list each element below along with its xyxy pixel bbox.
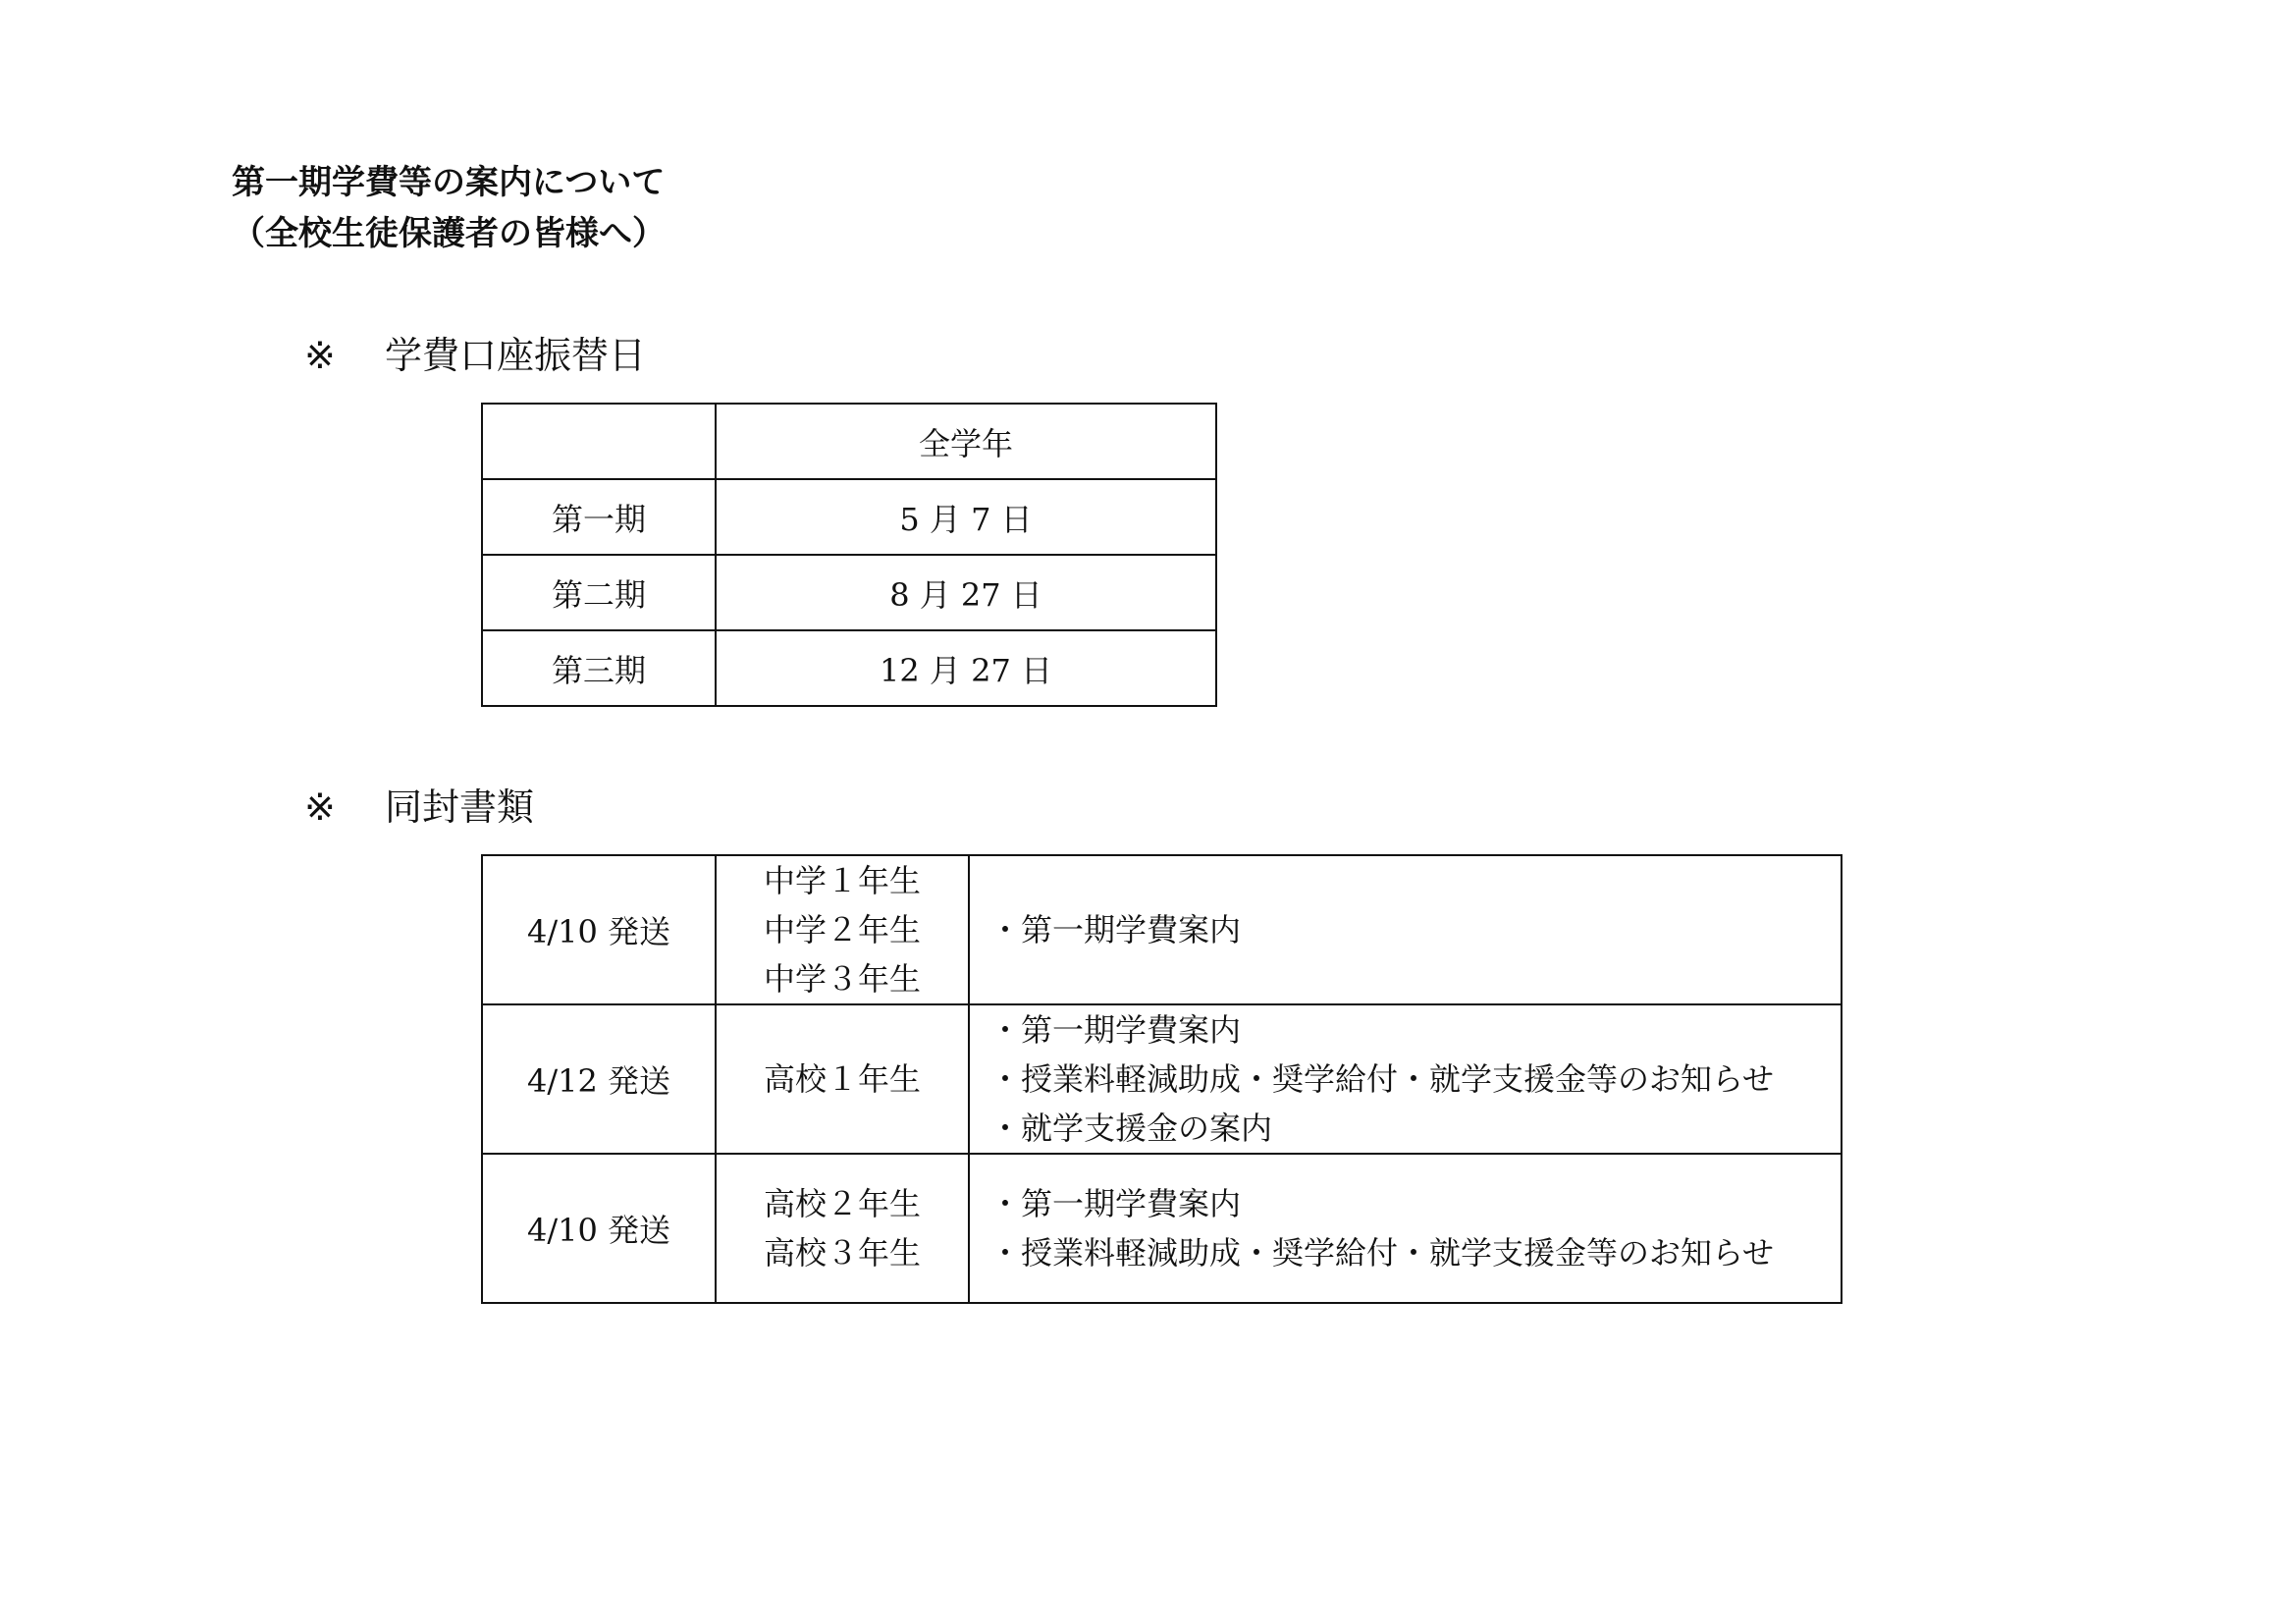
documents-cell: [969, 855, 1842, 1004]
date-cell: 12 月 27 日: [716, 630, 1216, 706]
grade-label: 中学３年生: [763, 960, 921, 998]
send-date-cell: 4/10 発送: [482, 855, 716, 1004]
period-cell: 第一期: [482, 479, 716, 555]
grade-label: 高校１年生: [763, 1060, 921, 1098]
section-heading-payment-dates: [304, 332, 646, 379]
date-cell: 8 月 27 日: [716, 555, 1216, 630]
section-heading-enclosed-documents: [304, 784, 534, 831]
header-cell-all-grades: 全学年: [716, 404, 1216, 479]
payment-schedule-table: [481, 403, 1217, 707]
document-item: ・第一期学費案内: [989, 1185, 1242, 1222]
grade-label: 高校２年生: [763, 1185, 921, 1222]
grades-cell: [716, 855, 969, 1004]
document-item: ・授業料軽減助成・奨学給付・就学支援金等のお知らせ: [989, 1060, 1775, 1098]
period-cell: 第三期: [482, 630, 716, 706]
section-heading-text: 学費口座振替日: [385, 334, 647, 377]
document-title: [232, 157, 666, 259]
enclosed-documents-table: [481, 854, 1842, 1304]
reference-mark: ※: [304, 785, 336, 829]
table-header-row: [482, 404, 1216, 479]
send-date-cell: 4/10 発送: [482, 1154, 716, 1303]
grades-cell: [716, 1004, 969, 1154]
period-cell: 第二期: [482, 555, 716, 630]
table-row: [482, 855, 1842, 1004]
date-cell: 5 月 7 日: [716, 479, 1216, 555]
document-item: ・授業料軽減助成・奨学給付・就学支援金等のお知らせ: [989, 1234, 1775, 1272]
document-item: ・第一期学費案内: [989, 1011, 1242, 1049]
reference-mark: ※: [304, 334, 336, 377]
grade-label: 高校３年生: [763, 1234, 921, 1272]
section-heading-text: 同封書類: [385, 785, 535, 829]
send-date-cell: 4/12 発送: [482, 1004, 716, 1154]
grade-label: 中学２年生: [763, 911, 921, 948]
document-item: ・就学支援金の案内: [989, 1110, 1273, 1147]
header-cell-empty: [482, 404, 716, 479]
grade-label: 中学１年生: [763, 862, 921, 899]
table-row: [482, 1004, 1842, 1154]
title-line-1: 第一期学費等の案内について: [232, 163, 666, 202]
table-row: [482, 1154, 1842, 1303]
table-row: [482, 479, 1216, 555]
table-row: [482, 630, 1216, 706]
documents-cell: [969, 1154, 1842, 1303]
documents-cell: [969, 1004, 1842, 1154]
table-row: [482, 555, 1216, 630]
document-item: ・第一期学費案内: [989, 911, 1242, 948]
title-line-2: （全校生徒保護者の皆様へ）: [232, 214, 666, 253]
grades-cell: [716, 1154, 969, 1303]
